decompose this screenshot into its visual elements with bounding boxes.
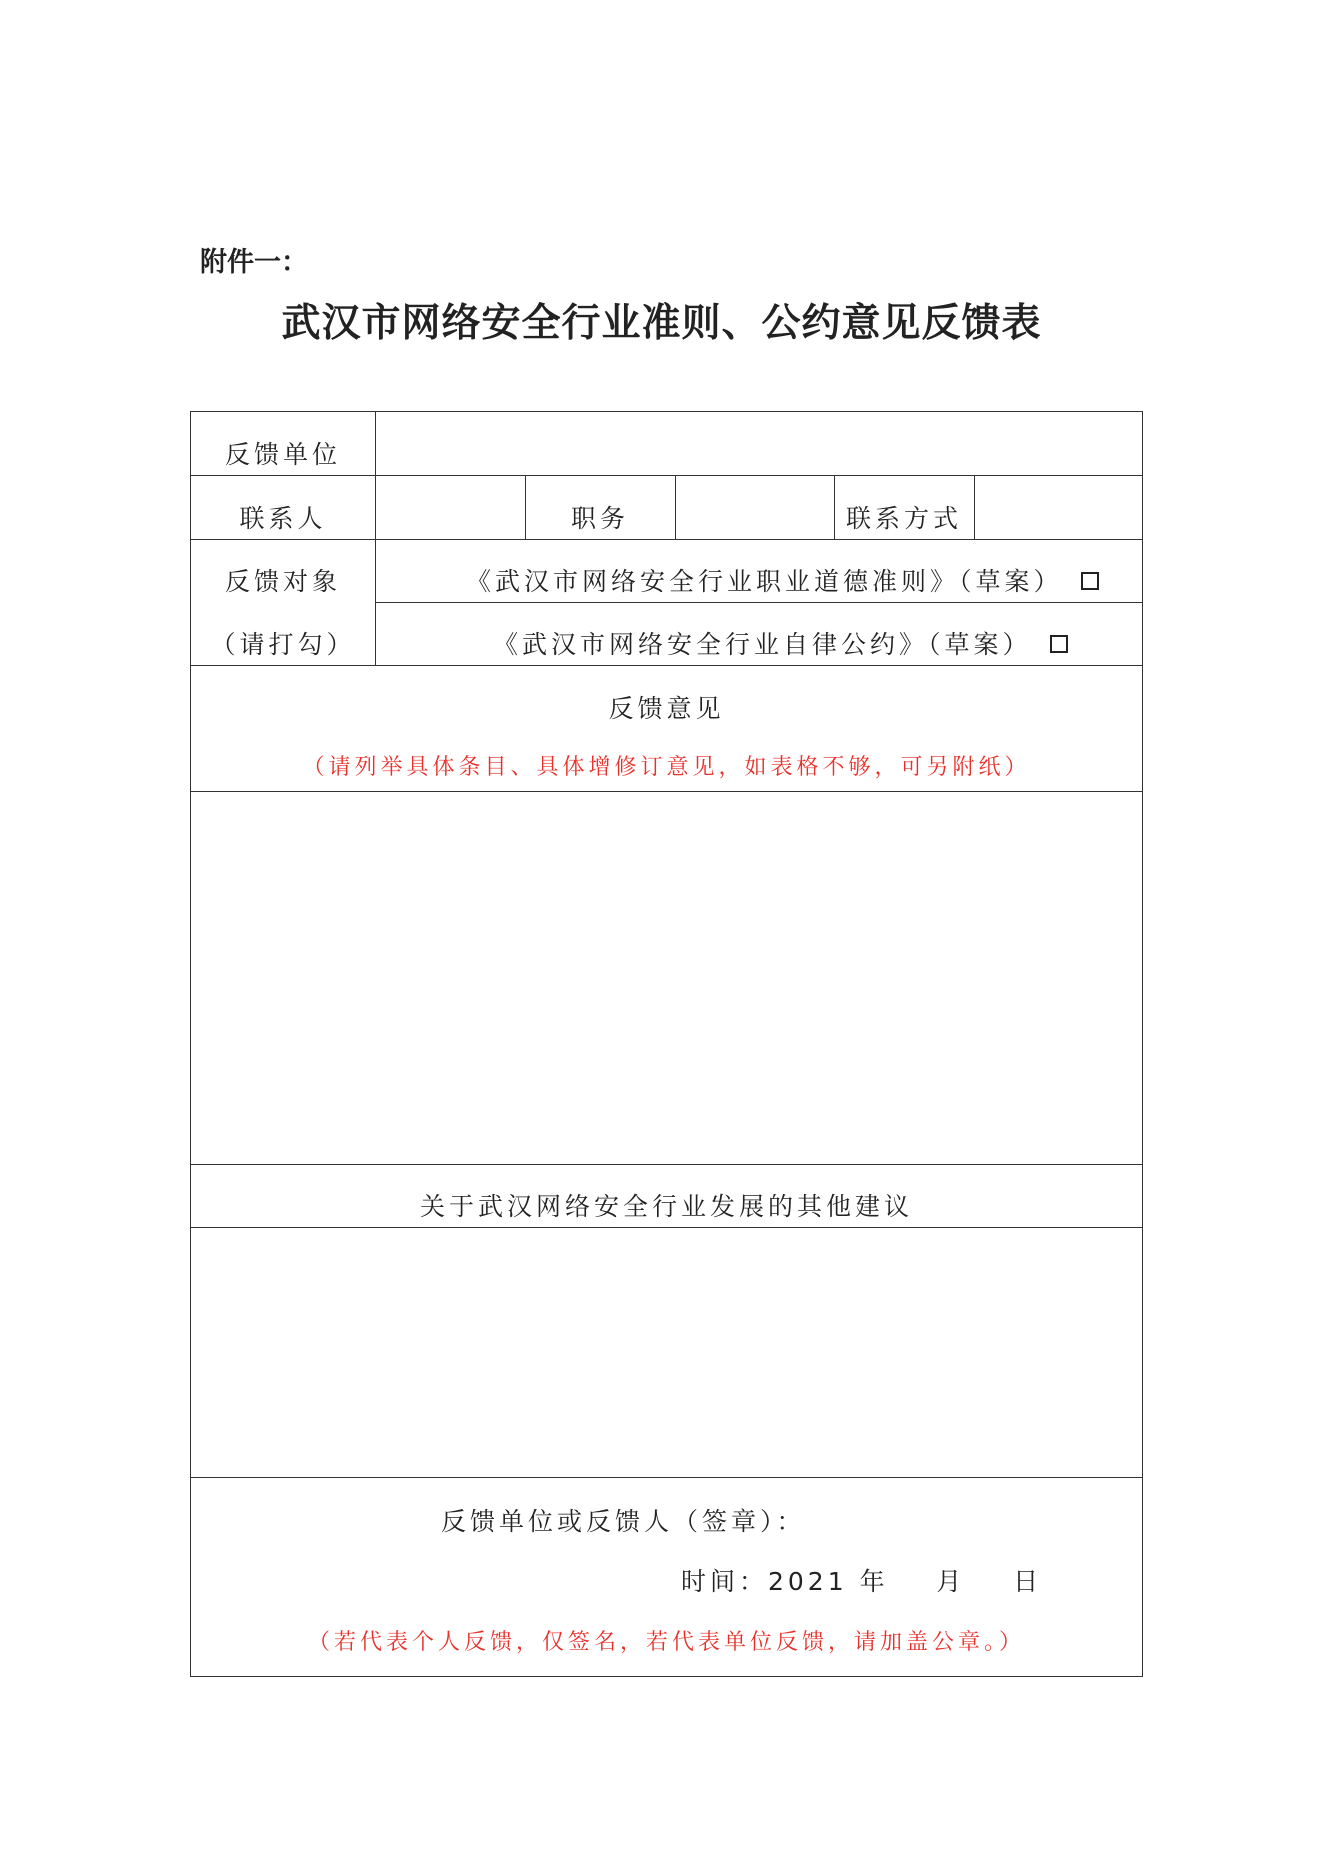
opinion-textarea[interactable] — [193, 793, 1140, 1162]
position-field[interactable] — [677, 477, 832, 537]
column-divider — [675, 475, 676, 539]
target-hint: （请打勾） — [210, 630, 356, 659]
target-option-2[interactable] — [493, 625, 1068, 661]
target-label: 反馈对象 — [224, 567, 341, 596]
target-option-2-label: 《武汉市网络安全行业自律公约》（草案） — [493, 630, 1032, 659]
form-title: 武汉市网络安全行业准则、公约意见反馈表 — [281, 300, 1042, 346]
unit-label: 反馈单位 — [224, 440, 341, 469]
row-divider — [191, 539, 1142, 540]
attachment-label: 附件一： — [200, 247, 308, 278]
row-divider — [191, 1477, 1142, 1478]
row-divider — [191, 1164, 1142, 1165]
row-divider — [191, 475, 1142, 476]
unit-field[interactable] — [377, 414, 1140, 474]
position-label: 职务 — [570, 504, 629, 533]
signature-note: （若代表个人反馈，仅签名，若代表单位反馈，请加盖公章。） — [307, 1630, 1025, 1655]
date-label: 时间：2021 年 月 日 — [681, 1567, 1043, 1596]
contact-method-label: 联系方式 — [845, 504, 962, 533]
opinion-hint: （请列举具体条目、具体增修订意见，如表格不够，可另附纸） — [302, 755, 1031, 780]
column-divider — [974, 475, 975, 539]
signature-label: 反馈单位或反馈人（签章）： — [441, 1507, 806, 1536]
opinion-label: 反馈意见 — [608, 694, 725, 723]
suggestion-textarea[interactable] — [193, 1229, 1140, 1475]
row-divider — [191, 665, 1142, 666]
target-option-1-label: 《武汉市网络安全行业职业道德准则》（草案） — [466, 567, 1063, 596]
target-option-1-checkbox[interactable] — [1081, 572, 1099, 590]
contact-person-field[interactable] — [377, 477, 523, 537]
target-option-1[interactable] — [466, 562, 1099, 598]
contact-person-label: 联系人 — [239, 504, 327, 533]
row-divider — [191, 791, 1142, 792]
target-option-2-checkbox[interactable] — [1050, 635, 1068, 653]
suggestion-label: 关于武汉网络安全行业发展的其他建议 — [419, 1192, 913, 1221]
contact-method-field[interactable] — [976, 477, 1140, 537]
row-divider — [191, 1227, 1142, 1228]
feedback-form-table — [190, 411, 1143, 1677]
row-divider — [375, 602, 1142, 603]
column-divider — [375, 412, 376, 665]
